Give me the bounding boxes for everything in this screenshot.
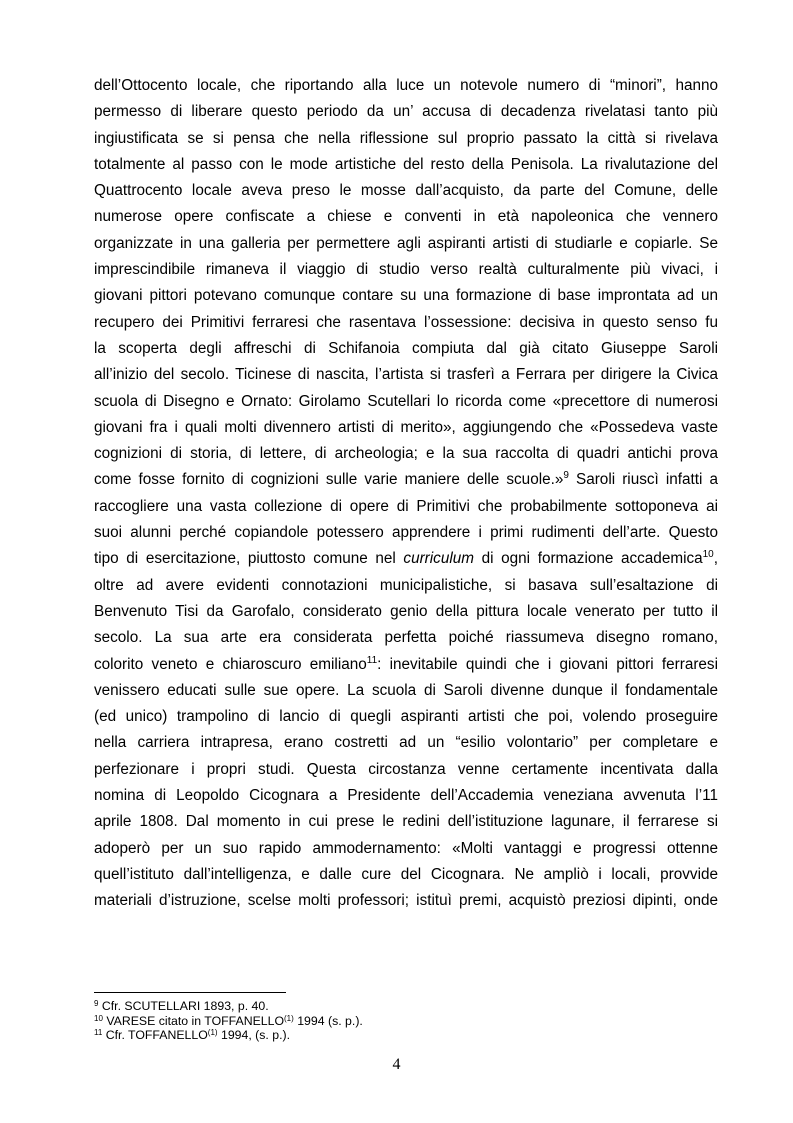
text-run: come fosse fornito di cognizioni sulle varie maniere delle scuole.»	[94, 471, 564, 489]
text-run: tipo di esercitazione, piuttosto comune nel	[94, 550, 404, 568]
text-run: cognizioni di storia, di lettere, di archeologia; e la sua raccolta di quadri antichi prova	[94, 445, 718, 463]
text-run: dell’Ottocento locale, che riportando alla luce un notevole numero di “minori”, hanno	[94, 77, 718, 94]
text-line	[94, 283, 718, 309]
text-line	[94, 757, 718, 783]
footnote-ref: 11	[94, 1028, 103, 1038]
text-run: organizzate in una galleria per permettere agli aspiranti artisti di studiarle e copiarle. Se	[94, 234, 718, 252]
text-line	[94, 73, 718, 99]
text-line	[94, 152, 718, 178]
text-line	[94, 415, 718, 441]
text-line	[94, 257, 718, 283]
text-line	[94, 704, 718, 730]
text-line	[94, 888, 718, 914]
text-run: totalmente al passo con le mode artistiche del resto della Penisola. La rivalutazione del	[94, 155, 718, 173]
text-run: Cfr. SCUTELLARI 1893, p. 40.	[98, 999, 269, 1013]
text-run: imprescindibile rimaneva il viaggio di studio verso realtà culturalmente più vivaci, i	[94, 261, 718, 279]
text-run: suoi alunni perché copiandole potessero apprendere i primi rudimenti dell’arte. Questo	[94, 524, 718, 542]
text-line	[94, 389, 718, 415]
text-run: perfezionare i propri studi. Questa circostanza venne certamente incentivata dalla	[94, 760, 718, 778]
text-line	[94, 231, 718, 257]
text-line	[94, 362, 718, 388]
text-run: Quattrocento locale aveva preso le mosse dall’acquisto, da parte del Comune, delle	[94, 182, 718, 200]
text-run: (ed unico) trampolino di lancio di quegli aspiranti artisti che poi, volendo proseguire	[94, 708, 718, 726]
text-run: oltre ad avere evidenti connotazioni municipalistiche, si basava sull’esaltazione di	[94, 576, 718, 594]
text-run: venissero educati sulle sue opere. La scuola di Saroli divenne dunque il fondamentale	[94, 681, 718, 699]
page-number: 4	[392, 1056, 401, 1073]
text-run: VARESE citato in TOFFANELLO	[102, 1013, 285, 1028]
text-run: nella carriera intrapresa, erano costretti ad un “esilio volontario” per completare e	[94, 734, 718, 752]
text-run: scuola di Disegno e Ornato: Girolamo Scutellari lo ricorda come «precettore di numerosi	[94, 392, 718, 410]
footnote-ref: 10	[94, 1013, 103, 1023]
text-line	[94, 494, 718, 520]
text-run: materiali d’istruzione, scelse molti professori; istituì premi, acquistò preziosi dipinti, onde	[94, 892, 718, 910]
text-run: 1994 (s. p.).	[293, 1013, 363, 1028]
text-run: numerose opere confiscate a chiese e conventi in età napoleonica che vennero	[94, 208, 718, 226]
text-run: adoperò per un suo rapido ammodernamento: «Molti vantaggi e progressi ottenne	[94, 839, 718, 857]
text-run: colorito veneto e chiaroscuro emiliano	[94, 655, 367, 673]
footnote-ref: 10	[702, 549, 714, 561]
footnote	[94, 1028, 718, 1043]
text-run: nomina di Leopoldo Cicognara a Presidente dell’Accademia veneziana avvenuta l’11	[94, 787, 718, 805]
footnote-ref: 9	[563, 470, 569, 482]
footnote-ref: (1)	[284, 1013, 294, 1023]
text-line	[94, 625, 718, 651]
text-run: Saroli riuscì infatti a	[568, 471, 718, 489]
text-run: secolo. La sua arte era considerata perfetta poiché riassumeva disegno romano,	[94, 629, 718, 647]
text-run: ingiustificata se si pensa che nella riflessione sul proprio passato la città si rivelava	[94, 129, 718, 147]
text-run: la scoperta degli affreschi di Schifanoia compiuta dal già citato Giuseppe Saroli	[94, 339, 718, 357]
footnote-ref: (1)	[207, 1028, 218, 1038]
text-line	[94, 310, 718, 336]
text-run: Cfr. TOFFANELLO	[102, 1028, 208, 1043]
footnote-ref: 11	[366, 654, 378, 666]
text-line	[94, 599, 718, 625]
text-line	[94, 441, 718, 467]
text-run: Benvenuto Tisi da Garofalo, considerato genio della pittura locale venerato per tutto il	[94, 602, 718, 620]
footnote-separator	[94, 992, 286, 993]
text-line	[94, 546, 718, 572]
footnotes	[94, 999, 718, 1043]
text-run: raccogliere una vasta collezione di opere di Primitivi che probabilmente sottoponeva ai	[94, 497, 718, 515]
text-line	[94, 336, 718, 362]
text-run: all’inizio del secolo. Ticinese di nascita, l’artista si trasferì a Ferrara per dirigere la Civica	[94, 366, 718, 384]
footnote	[94, 1014, 718, 1029]
text-line	[94, 783, 718, 809]
text-run: permesso di liberare questo periodo da un’ accusa di decadenza rivelatasi tanto più	[94, 103, 718, 121]
text-run: di ogni formazione accademica	[473, 550, 703, 568]
text-line	[94, 678, 718, 704]
text-line	[94, 520, 718, 546]
text-run: : inevitabile quindi che i giovani pittori ferraresi	[377, 655, 718, 673]
text-line	[94, 178, 718, 204]
text-line	[94, 99, 718, 125]
text-line	[94, 730, 718, 756]
text-line	[94, 862, 718, 888]
text-line	[94, 809, 718, 835]
text-run: giovani fra i quali molti divennero artisti di merito», aggiungendo che «Possedeva vaste	[94, 418, 718, 436]
text-run: quell’istituto dall’intelligenza, e dalle cure del Cicognara. Ne ampliò i locali, provvide	[94, 865, 718, 883]
italic-text: curriculum	[403, 550, 474, 568]
text-run: ,	[713, 550, 718, 568]
text-run: aprile 1808. Dal momento in cui prese le redini dell’istituzione lagunare, il ferrarese si	[94, 813, 718, 831]
text-line	[94, 573, 718, 599]
text-line	[94, 652, 718, 678]
text-line	[94, 126, 718, 152]
text-line	[94, 836, 718, 862]
text-run: giovani pittori potevano comunque contare su una formazione di base improntata ad un	[94, 287, 718, 305]
footnote	[94, 999, 718, 1014]
text-line	[94, 204, 718, 230]
text-line	[94, 467, 718, 493]
body-text	[94, 73, 718, 915]
text-run: recupero dei Primitivi ferraresi che rasentava l’ossessione: decisiva in questo senso fu	[94, 313, 718, 331]
text-run: 1994, (s. p.).	[217, 1028, 291, 1043]
footnote-ref: 9	[94, 999, 99, 1008]
